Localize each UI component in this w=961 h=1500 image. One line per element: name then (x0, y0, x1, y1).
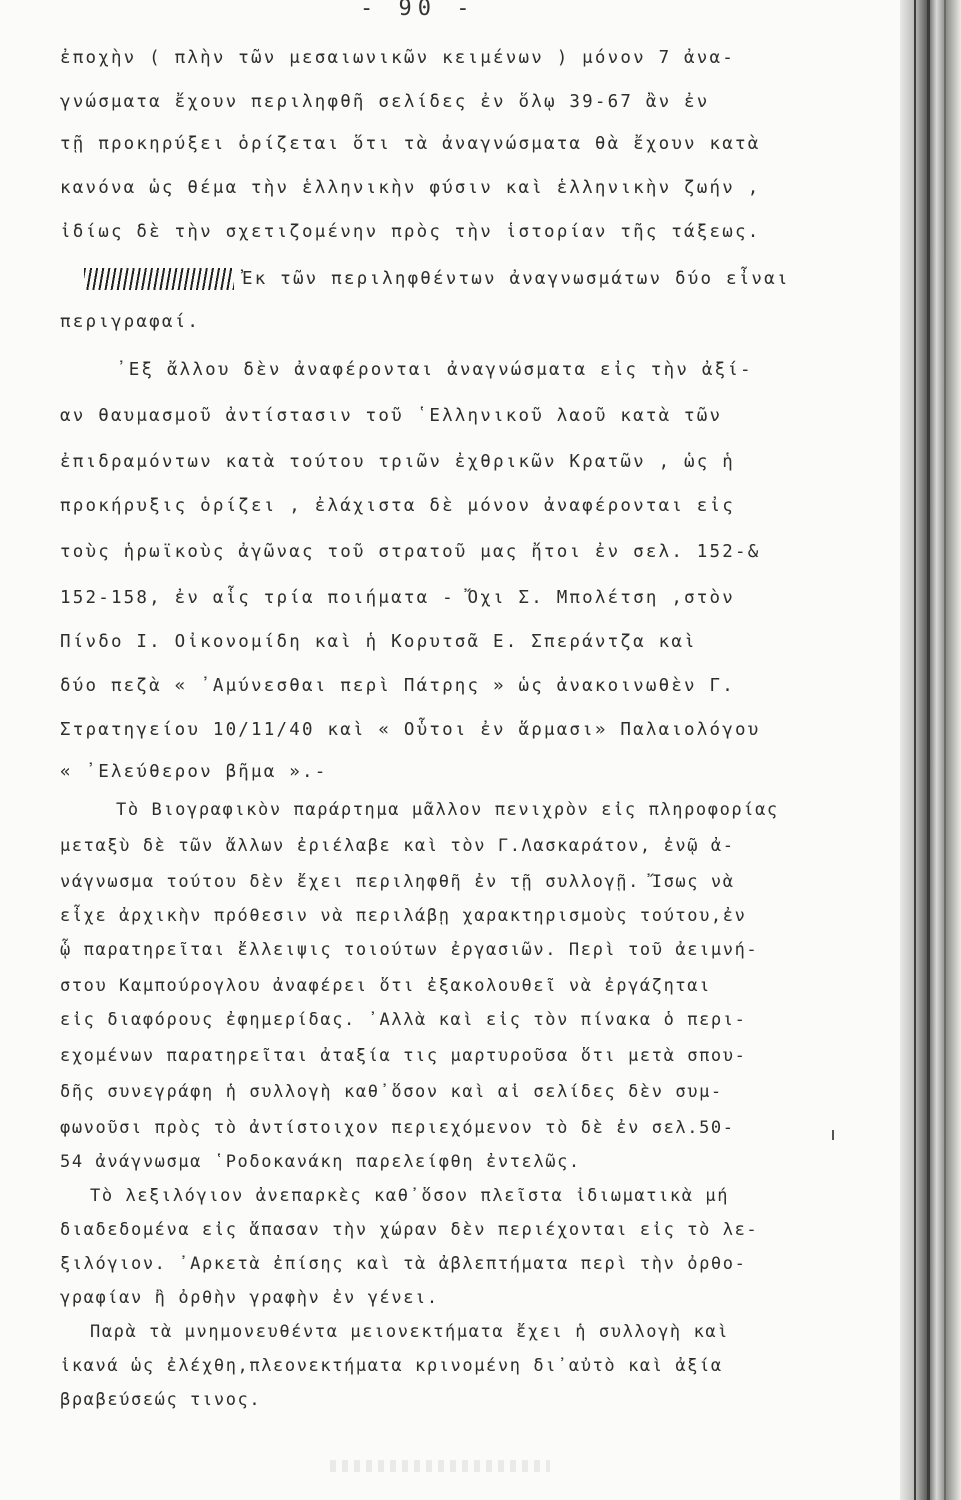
binding-line (944, 0, 946, 1500)
text-line: εἰς διαφόρους ἐφημερίδας. ᾿Αλλὰ καὶ εἰς τὸν πίνακα ὁ περι- (60, 1010, 747, 1030)
text-line: γραφίαν ἢ ὀρθὴν γραφὴν ἐν γένει. (60, 1288, 439, 1308)
text-line: Τὸ λεξιλόγιον ἀνεπαρκὲς καθ᾿ὅσον πλεῖστα ἰδιωματικὰ μή (90, 1186, 730, 1206)
margin-mark (832, 1130, 834, 1140)
text-line: διαδεδομένα εἰς ἅπασαν τὴν χώραν δὲν περιέχονται εἰς τὸ λε- (60, 1220, 759, 1240)
struck-out-text (84, 268, 234, 290)
text-line: προκήρυξις ὁρίζει , ἐλάχιστα δὲ μόνον ἀναφέρονται εἰς (60, 496, 736, 516)
text-line: 152-158, ἐν αἷς τρία ποιήματα - Ὄχι Σ. Μπολέτση ,στὸν (60, 588, 736, 608)
text-line: εχομένων παρατηρεῖται ἀταξία τις μαρτυροῦσα ὅτι μετὰ σπου- (60, 1046, 747, 1066)
text-line: ἱκανά ὡς ἐλέχθη,πλεονεκτήματα κρινομένη δι᾿αὐτὸ καὶ ἀξία (60, 1356, 723, 1376)
text-line: « ᾿Ελεύθερον βῆμα ».- (60, 762, 328, 782)
text-line: ᾿Εξ ἄλλου δὲν ἀναφέρονται ἀναγνώσματα εἰς τὴν ἀξί- (116, 360, 753, 380)
text-line: 54 ἀνάγνωσμα ῾Ροδοκανάκη παρελείφθη ἐντελῶς. (60, 1152, 581, 1172)
text-line: Τὸ Βιογραφικὸν παράρτημα μᾶλλον πενιχρὸν εἰς πληροφορίας (116, 800, 779, 820)
text-line: βραβεύσεώς τινος. (60, 1390, 262, 1410)
book-binding-edge (900, 0, 961, 1500)
text-line: γνώσματα ἔχουν περιληφθῆ σελίδες ἐν ὅλῳ 39-67 ἂν ἐν (60, 92, 710, 112)
text-line: Στρατηγείου 10/11/40 καὶ « Οὗτοι ἐν ἅρμασι» Παλαιολόγου (60, 720, 761, 740)
text-line: ἐπιδραμόντων κατὰ τούτου τριῶν ἐχθρικῶν Κρατῶν , ὡς ἡ (60, 452, 736, 472)
page-number: - 90 - (360, 0, 476, 21)
text-line: τοὺς ἡρωϊκοὺς ἀγῶνας τοῦ στρατοῦ μας ἤτοι ἐν σελ. 152-& (60, 542, 761, 562)
binding-line (927, 0, 930, 1500)
text-line: περιγραφαί. (60, 312, 201, 332)
text-line: ἰδίως δὲ τὴν σχετιζομένην πρὸς τὴν ἱστορίαν τῆς τάξεως. (60, 222, 761, 242)
text-line: στου Καμπούρογλου ἀναφέρει ὅτι ἐξακολουθεῖ νὰ ἐργάζηται (60, 976, 711, 996)
text-line: ἐποχὴν ( πλὴν τῶν μεσαιωνικῶν κειμένων ) μόνον 7 ἀνα- (60, 48, 736, 68)
text-line: δῆς συνεγράφη ἡ συλλογὴ καθ᾿ὅσον καὶ αἱ σελίδες δὲν συμ- (60, 1082, 723, 1102)
text-line: εἶχε ἀρχικὴν πρόθεσιν νὰ περιλάβῃ χαρακτηρισμοὺς τούτου,ἐν (60, 906, 747, 926)
text-line: Πίνδο Ι. Οἰκονομίδη καὶ ἡ Κορυτσᾶ Ε. Σπεράντζα καὶ (60, 632, 697, 652)
text-line: δύο πεζὰ « ᾿Αμύνεσθαι περὶ Πάτρης » ὡς ἀνακοινωθὲν Γ. (60, 676, 736, 696)
text-line: ᾧ παρατηρεῖται ἔλλειψις τοιούτων ἐργασιῶν. Περὶ τοῦ ἀειμνή- (60, 940, 759, 960)
text-line: Ἐκ τῶν περιληφθέντων ἀναγνωσμάτων δύο εἶναι (242, 269, 790, 289)
text-line: ξιλόγιον. ᾿Αρκετὰ ἐπίσης καὶ τὰ ἀβλεπτήματα περὶ τὴν ὀρθο- (60, 1254, 747, 1274)
text-line: αν θαυμασμοῦ ἀντίστασιν τοῦ ῾Ελληνικοῦ λαοῦ κατὰ τῶν (60, 406, 723, 426)
text-line: Παρὰ τὰ μνημονευθέντα μειονεκτήματα ἔχει ἡ συλλογὴ καὶ (90, 1322, 730, 1342)
text-line: κανόνα ὡς θέμα τὴν ἑλληνικὴν φύσιν καὶ ἑλληνικὴν ζωήν , (60, 178, 761, 198)
text-line: τῇ προκηρύξει ὁρίζεται ὅτι τὰ ἀναγνώσματα θὰ ἔχουν κατὰ (60, 134, 761, 154)
text-line-struck (84, 268, 790, 290)
binding-line (914, 0, 916, 1500)
text-line: μεταξὺ δὲ τῶν ἄλλων ἐριέλαβε καὶ τὸν Γ.Λασκαράτον, ἐνῷ ἀ- (60, 836, 735, 856)
text-line: νάγνωσμα τούτου δὲν ἔχει περιληφθῆ ἐν τῇ συλλογῇ. Ἴσως νὰ (60, 872, 735, 892)
text-line: φωνοῦσι πρὸς τὸ ἀντίστοιχον περιεχόμενον τὸ δὲ ἐν σελ.50- (60, 1118, 735, 1138)
faded-footer-mark (330, 1460, 550, 1472)
